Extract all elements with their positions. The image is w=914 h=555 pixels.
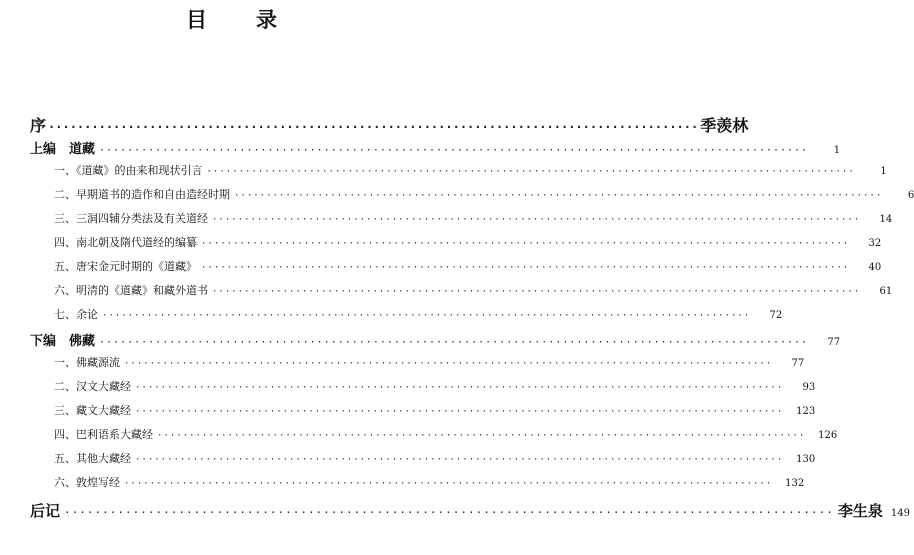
dot-leader: ·····································································································: [135, 383, 784, 393]
dot-leader: ·····································································································: [201, 239, 850, 249]
toc-entry-chapter[interactable]: [30, 210, 893, 234]
toc-entry-chapter[interactable]: [30, 186, 914, 210]
toc-entry-afterword[interactable]: [30, 500, 911, 526]
toc-entry-label: 二、早期道书的造作和自由造经时期: [54, 188, 230, 201]
toc-entry-page: 149: [890, 508, 911, 519]
dot-leader: ·····································································································: [212, 215, 861, 225]
toc-entry-page: 123: [796, 406, 816, 417]
toc-entry-label: 下编 佛藏: [30, 334, 96, 349]
toc-entry-page: 77: [791, 358, 805, 369]
toc-entry-page: 1: [880, 166, 887, 177]
dot-leader: ·····································································································: [124, 479, 773, 489]
dot-leader: ·····································································································: [64, 506, 834, 519]
dot-leader: ·····································································································: [135, 455, 784, 465]
toc-entry-label: 三、藏文大藏经: [54, 404, 131, 417]
page-title: 目 录: [186, 8, 291, 32]
table-of-contents: [30, 113, 914, 526]
toc-entry-part-2[interactable]: [30, 330, 841, 354]
toc-entry-chapter[interactable]: [30, 306, 783, 330]
toc-entry-chapter[interactable]: [30, 450, 816, 474]
toc-entry-page: 72: [769, 310, 783, 321]
toc-entry-label: 四、南北朝及隋代道经的编纂: [54, 236, 197, 249]
dot-leader: ·····································································································: [206, 167, 855, 177]
toc-entry-page: 126: [818, 430, 838, 441]
dot-leader: ·····································································································: [135, 407, 784, 417]
toc-entry-page: 132: [785, 478, 805, 489]
toc-entry-page: 32: [868, 238, 882, 249]
toc-entry-chapter[interactable]: [30, 378, 816, 402]
toc-entry-chapter[interactable]: [30, 234, 882, 258]
toc-entry-page: 14: [879, 214, 893, 225]
dot-leader: ·····································································································: [99, 145, 809, 156]
toc-entry-chapter[interactable]: [30, 402, 816, 426]
toc-entry-label: 六、敦煌写经: [54, 476, 120, 489]
toc-entry-label: 五、其他大藏经: [54, 452, 131, 465]
toc-entry-chapter[interactable]: [30, 162, 887, 186]
toc-entry-tail: [838, 500, 910, 521]
toc-entry-page: 40: [868, 262, 882, 273]
toc-entry-page: 77: [827, 337, 841, 348]
toc-entry-label: 上编 道藏: [30, 142, 96, 157]
dot-leader: ·····································································································: [212, 287, 861, 297]
toc-entry-chapter[interactable]: [30, 282, 893, 306]
toc-entry-page: 130: [796, 454, 816, 465]
toc-entry-label: 二、汉文大藏经: [54, 380, 131, 393]
dot-leader: ·····································································································: [99, 337, 809, 348]
toc-entry-label: 序: [30, 116, 47, 135]
toc-entry-label: 后记: [30, 502, 61, 520]
toc-entry-label: 三、三洞四辅分类法及有关道经: [54, 212, 208, 225]
dot-leader: ·····································································································: [157, 431, 806, 441]
toc-entry-label: 一、佛藏源流: [54, 356, 120, 369]
toc-entry-page: 93: [802, 382, 816, 393]
toc-entry-label: 一、《道藏》的由来和现状引言: [54, 164, 203, 177]
toc-entry-chapter[interactable]: [30, 474, 805, 498]
toc-entry-label: 七、余论: [54, 308, 98, 321]
toc-entry-label: 六、明清的《道藏》和藏外道书: [54, 284, 208, 297]
toc-entry-chapter[interactable]: [30, 258, 882, 282]
toc-entry-chapter[interactable]: [30, 354, 805, 378]
toc-entry-page: 61: [879, 286, 893, 297]
toc-entry-page: 1: [833, 145, 841, 156]
toc-entry-author: 季羡林: [700, 116, 749, 135]
toc-entry-author: 李生泉: [837, 502, 883, 520]
toc-entry-page: 6: [907, 190, 914, 201]
toc-entry-label: 四、巴利语系大藏经: [54, 428, 153, 441]
dot-leader: ·····································································································: [201, 263, 850, 273]
dot-leader: ··························································································: [48, 120, 699, 134]
toc-entry-preface[interactable]: [30, 113, 749, 135]
dot-leader: ·····································································································: [124, 359, 773, 369]
dot-leader: ·····································································································: [234, 191, 883, 201]
toc-entry-part-1[interactable]: [30, 138, 841, 162]
dot-leader: ·····································································································: [102, 311, 751, 321]
toc-entry-label: 五、唐宋金元时期的《道藏》: [54, 260, 197, 273]
toc-entry-chapter[interactable]: [30, 426, 838, 450]
